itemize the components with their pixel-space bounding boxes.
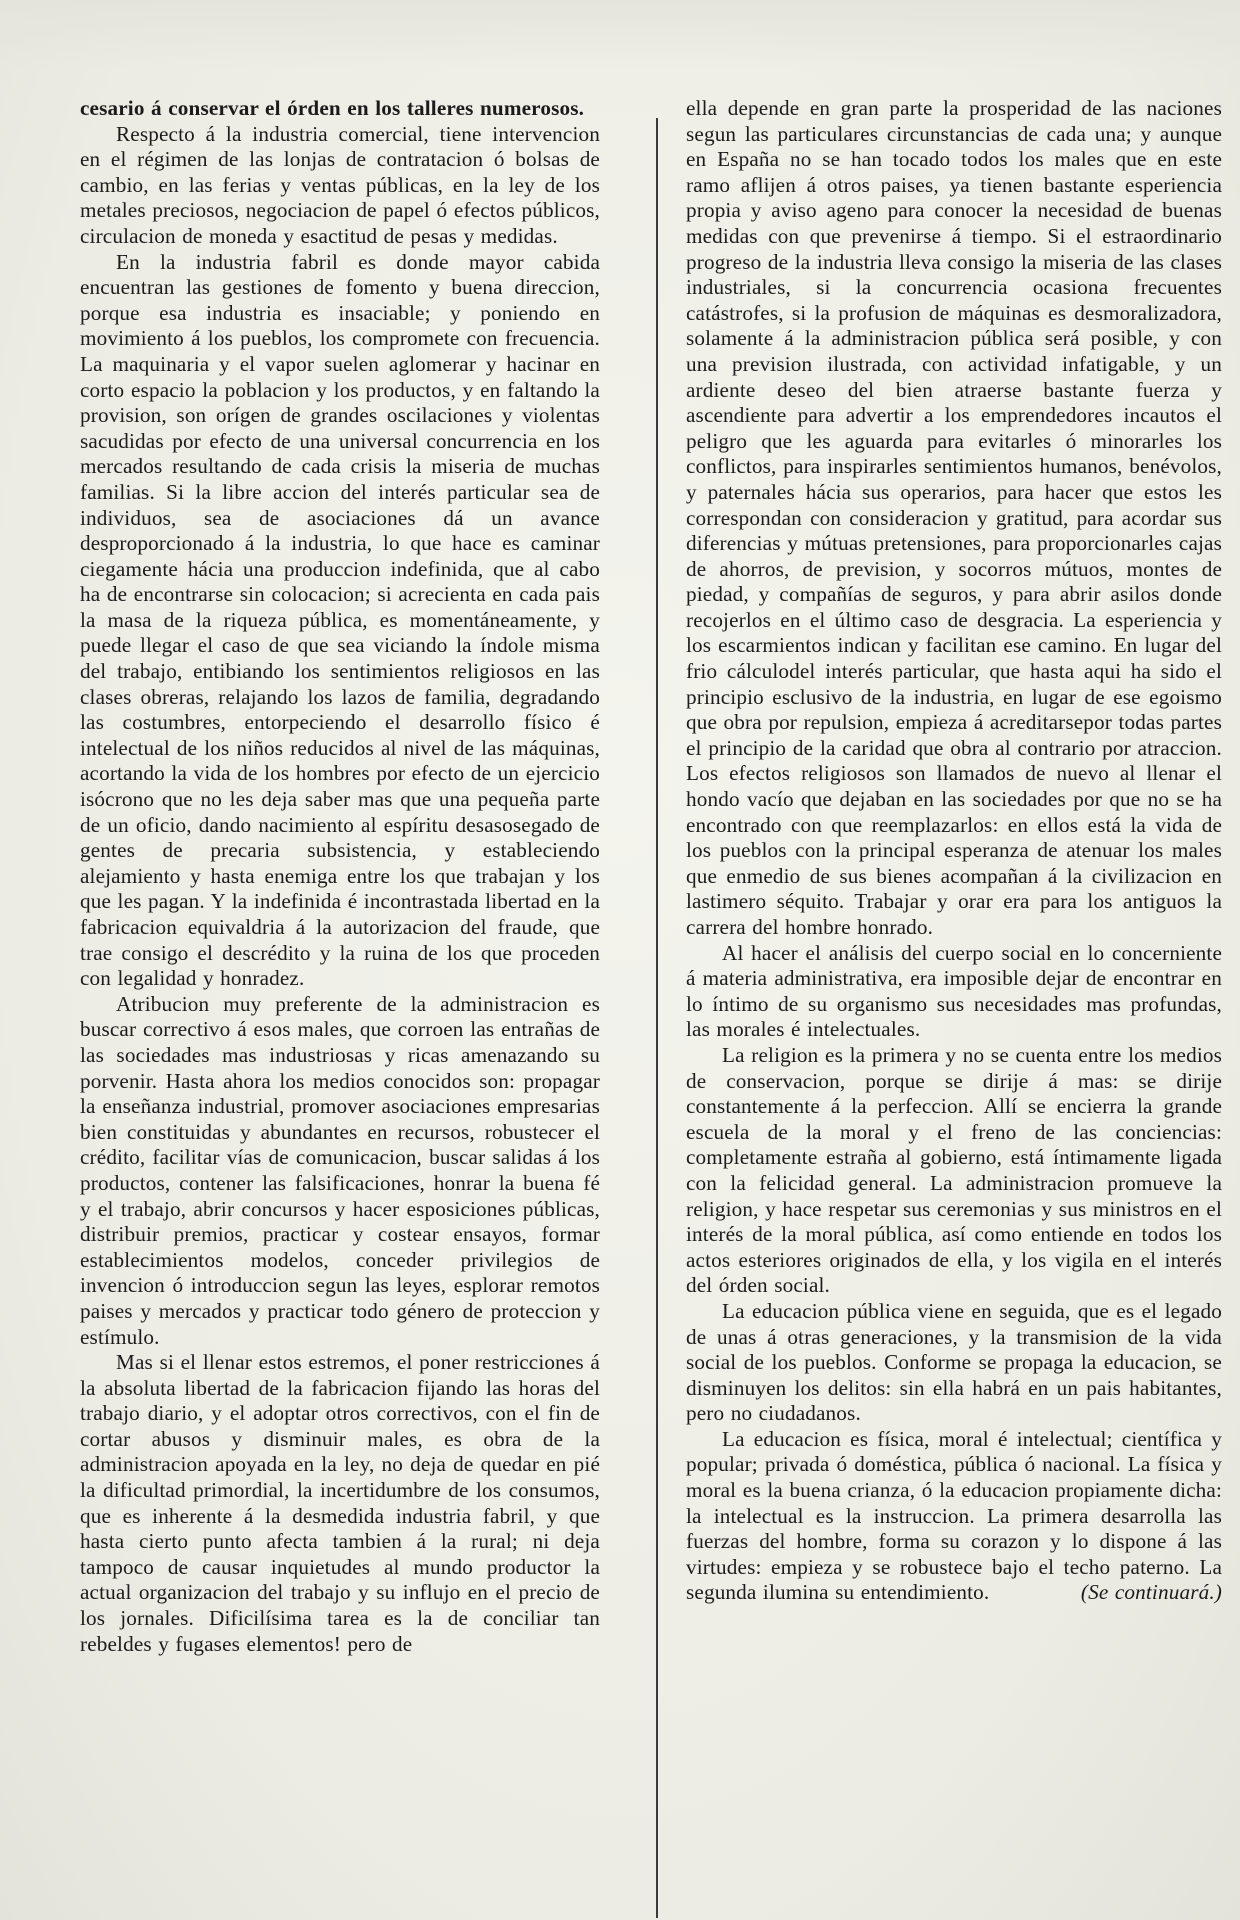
paragraph-last [686, 1427, 1222, 1606]
right-text-column [686, 96, 1222, 1606]
paragraph: ella depende en gran parte la prosperidad de las naciones segun las particulares circunstancias de cada una; y aunque en España no se han tocado todos los males que en este ramo aflijen á otros paises, ya tienen bastante esperiencia propia y aviso ageno para conocer la necesidad de buenas medidas con que prevenirse á tiempo. Si el estraordinario progreso de la industria lleva consigo la miseria de las clases industriales, si la concurrencia ocasiona frecuentes catástrofes, si la profusion de máquinas es desmoralizadora, solamente á la administracion pública será posible, y con una prevision ilustrada, con actividad infatigable, y un ardiente deseo del bien atraerse bastante fuerza y ascendiente para advertir a los emprendedores incautos el peligro que les aguarda para evitarles ó minorarles los conflictos, para inspirarles sentimientos humanos, benévolos, y paternales hácia sus operarios, para hacer que estos les correspondan con consideracion y gratitud, para acordar sus diferencias y mútuas pretensiones, para proporcionarles cajas de ahorros, de prevision, y socorros mútuos, montes de piedad, y compañías de seguros, y para abrir asilos donde recojerlos en el último caso de desgracia. La esperiencia y los escarmientos indican y facilitan ese camino. En lugar del frio cálculodel interés particular, que hasta aqui ha sido el principio esclusivo de la industria, en lugar de ese egoismo que obra por repulsion, empieza á acreditarsepor todas partes el principio de la caridad que obra al contrario por atraccion. Los efectos religiosos son llamados de nuevo al llenar el hondo vacío que dejaban en las sociedades por que no se ha encontrado con que reemplazarlos: en ellos está la vida de los pueblos con la principal esperanza de atenuar los males que enmedio de sus bienes acompañan á la civilizacion en lastimero séquito. Trabajar y orar era para los antiguos la carrera del hombre honrado. [686, 96, 1222, 939]
top-margin-shadow [0, 0, 1240, 70]
column-divider [656, 118, 658, 1918]
continuation-note: (Se continuará.) [1080, 1580, 1222, 1605]
paragraph: Al hacer el análisis del cuerpo social en lo concerniente á materia administrativa, era imposible dejar de encontrar en lo íntimo de su organismo sus necesidades mas profundas, las morales é intelectuales. [686, 940, 1222, 1042]
paragraph: Atribucion muy preferente de la administracion es buscar correctivo á esos males, que corroen las entrañas de las sociedades mas industriosas y ricas amenazando su porvenir. Hasta ahora los medios conocidos son: propagar la enseñanza industrial, promover asociaciones empresarias bien constituidas y abundantes en recursos, robustecer el crédito, facilitar vías de comunicacion, buscar salidas á los productos, contener las falsificaciones, honrar la buena fé y el trabajo, abrir concursos y hacer esposiciones públicas, distribuir premios, practicar y costear ensayos, formar establecimientos modelos, conceder privilegios de invencion ó introduccion segun las leyes, esplorar remotos paises y mercados y practicar todo género de proteccion y estímulo. [80, 991, 600, 1349]
paragraph: Respecto á la industria comercial, tiene intervencion en el régimen de las lonjas de contratacion ó bolsas de cambio, en las ferias y ventas públicas, en la ley de los metales preciosos, negociacion de papel ó efectos públicos, circulacion de moneda y esactitud de pesas y medidas. [80, 121, 600, 248]
paragraph-text: La educacion es física, moral é intelectual; científica y popular; privada ó doméstica, pública ó nacional. La física y moral es la buena crianza, ó la educacion propiamente dicha: la intelectual es la instruccion. La primera desarrolla las fuerzas del hombre, forma su corazon y lo dispone á las virtudes: empieza y se robustece bajo el techo paterno. La segunda ilumina su entendimiento. [686, 1426, 1222, 1605]
paragraph: La religion es la primera y no se cuenta entre los medios de conservacion, porque se dirije á mas: se dirije constantemente á la perfeccion. Allí se encierra la grande escuela de la moral y el freno de las conciencias: completamente estraña al gobierno, está íntimamente ligada con la felicidad general. La administracion promueve la religion, y hace respetar sus ceremonias y sus ministros en el interés de la moral pública, así como entiende en todos los actos esteriores originados de ella, y los vigila en el interés del órden social. [686, 1042, 1222, 1298]
paragraph: En la industria fabril es donde mayor cabida encuentran las gestiones de fomento y buena direccion, porque esa industria es insaciable; y poniendo en movimiento á los pueblos, los compromete con frecuencia. La maquinaria y el vapor suelen aglomerar y hacinar en corto espacio la poblacion y los productos, y en faltando la provision, son orígen de grandes oscilaciones y violentas sacudidas por efecto de una universal concurrencia en los mercados resultando de cada crisis la miseria de muchas familias. Si la libre accion del interés particular sea de individuos, sea de asociaciones dá un avance desproporcionado á la industria, lo que hace es caminar ciegamente hácia una produccion indefinida, que al cabo ha de encontrarse sin colocacion; si acrecienta en cada pais la masa de la riqueza pública, es momentáneamente, y puede llegar el caso de que sea viciando la índole misma del trabajo, entibiando los sentimientos religiosos en las clases obreras, relajando los lazos de familia, degradando las costumbres, entorpeciendo el desarrollo físico é intelectual de los niños reducidos al nivel de las máquinas, acortando la vida de los hombres por efecto de un ejercicio isócrono que no les deja saber mas que una pequeña parte de un oficio, dando nacimiento al espíritu desasosegado de gentes de precaria subsistencia, y estableciendo alejamiento y hasta enemiga entre los que trabajan y los que les pagan. Y la indefinida é incontrastada libertad en la fabricacion equivaldria á la autorizacion del fraude, que trae consigo el descrédito y la ruina de los que proceden con legalidad y honradez. [80, 249, 600, 991]
paragraph: Mas si el llenar estos estremos, el poner restricciones á la absoluta libertad de la fabricacion fijando las horas del trabajo diario, y el adoptar otros correctivos, con el fin de cortar abusos y disminuir males, es obra de la administracion apoyada en la ley, no deja de quedar en pié la dificultad primordial, la incertidumbre de los consumos, que es inherente á la desmedida industria fabril, y que hasta cierto punto afecta tambien á la rural; ni deja tampoco de causar inquietudes al mundo productor la actual organizacion del trabajo y su influjo en el precio de los jornales. Dificilísima tarea es la de conciliar tan rebeldes y fugases elementos! pero de [80, 1350, 600, 1656]
paragraph: cesario á conservar el órden en los talleres numerosos. [80, 96, 585, 120]
paragraph: La educacion pública viene en seguida, que es el legado de unas á otras generaciones, y la transmision de la vida social de los pueblos. Conforme se propaga la educacion, se disminuyen los delitos: sin ella habrá en un pais habitantes, pero no ciudadanos. [686, 1298, 1222, 1426]
left-text-column [80, 96, 600, 1657]
